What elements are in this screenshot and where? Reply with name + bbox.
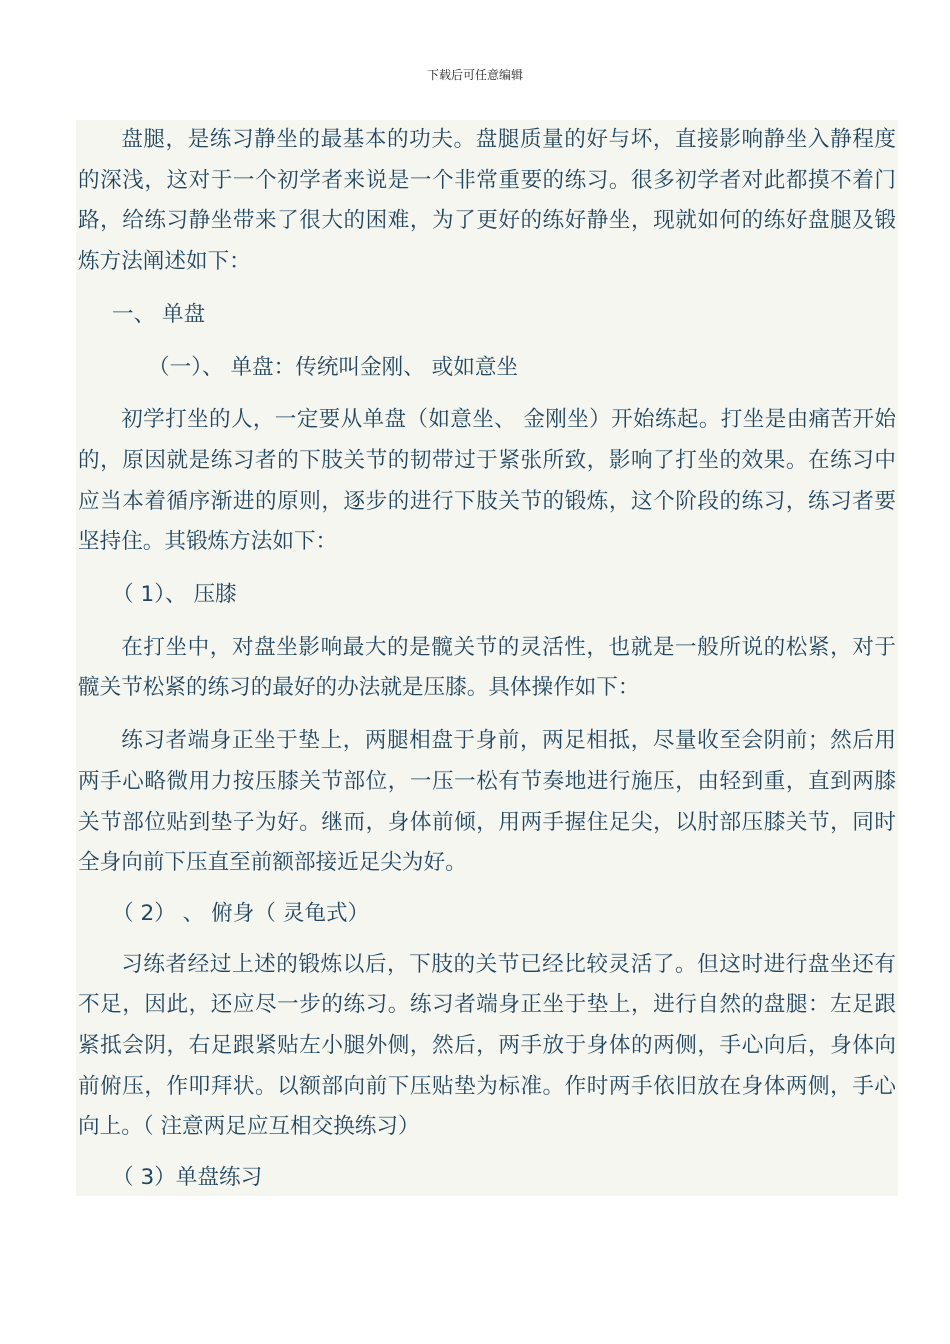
- section-heading-single-lotus: 一、 单盘: [112, 301, 206, 327]
- item2-heading: （ 2） 、 俯身（ 灵龟式）: [112, 900, 370, 926]
- section1-paragraph: 初学打坐的人，一定要从单盘（如意坐、 金刚坐）开始练起。打坐是由痛苦开始的，原因就是练习者的下肢关节的韧带过于紧张所致，影响了打坐的效果。在练习中应当本着循序渐进的原则，逐步的进行下肢关节的锻炼，这个阶段的练习，练习者要坚持住。其锻炼方法如下：: [78, 407, 896, 555]
- item3-heading: （ 3）单盘练习: [112, 1165, 263, 1191]
- header-note: 下载后可任意编辑: [426, 68, 523, 82]
- document-body: [76, 120, 898, 1196]
- item1-heading: （ 1）、 压膝: [112, 582, 237, 608]
- item1-paragraph-2: 练习者端身正坐于垫上，两腿相盘于身前，两足相抵，尽量收至会阴前；然后用两手心略微用力按压膝关节部位，一压一松有节奏地进行施压，由轻到重，直到两膝关节部位贴到垫子为好。继而，身体前倾，用两手握住足尖，以肘部压膝关节，同时全身向前下压直至前额部接近足尖为好。: [78, 728, 896, 876]
- item1-paragraph-1: 在打坐中，对盘坐影响最大的是髋关节的灵活性，也就是一般所说的松紧，对于髋关节松紧的练习的最好的办法就是压膝。具体操作如下：: [78, 634, 896, 701]
- item2-paragraph: 习练者经过上述的锻炼以后，下肢的关节已经比较灵活了。但这时进行盘坐还有不足，因此，还应尽一步的练习。练习者端身正坐于垫上，进行自然的盘腿：左足跟紧抵会阴，右足跟紧贴左小腿外侧，然后，两手放于身体的两侧，手心向后，身体向前俯压，作叩拜状。以额部向前下压贴垫为标准。作时两手依旧放在身体两侧，手心向上。（ 注意两足应互相交换练习）: [78, 951, 896, 1140]
- subsection-heading: （一）、 单盘：传统叫金刚、 或如意坐: [148, 354, 519, 380]
- intro-paragraph: 盘腿，是练习静坐的最基本的功夫。盘腿质量的好与坏，直接影响静坐入静程度的深浅，这对于一个初学者来说是一个非常重要的练习。很多初学者对此都摸不着门路，给练习静坐带来了很大的困难，为了更好的练好静坐，现就如何的练好盘腿及锻炼方法阐述如下：: [78, 127, 896, 275]
